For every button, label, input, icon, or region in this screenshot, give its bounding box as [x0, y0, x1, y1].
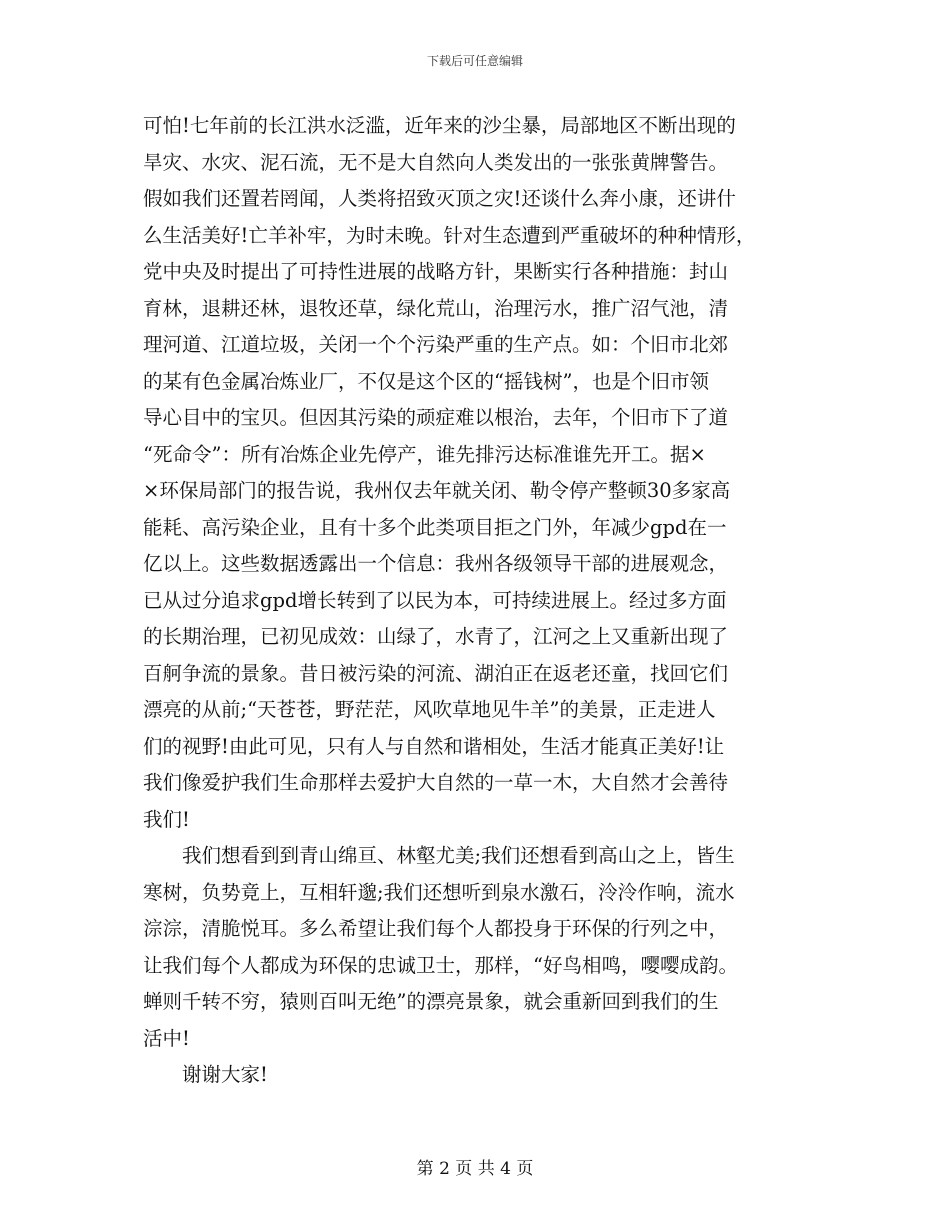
text-line: 能耗、高污染企业，且有十多个此类项目拒之门外，年减少gpd在一 [143, 515, 727, 539]
text-line: ×环保局部门的报告说，我州仅去年就关闭、勒令停产整顿30多家高 [143, 479, 731, 502]
text-line: 可怕!七年前的长江洪水泛滥，近年来的沙尘暴，局部地区不断出现的 [143, 114, 736, 137]
text-line: 导心目中的宝贝。但因其污染的顽症难以根治，去年，个旧市下了道 [143, 406, 729, 429]
text-line: 的长期治理，已初见成效：山绿了，水青了，江河之上又重新出现了 [143, 625, 729, 648]
page-footer: 第 2 页 共 4 页 [416, 1159, 534, 1179]
text-line: 假如我们还置若罔闻，人类将招致灭顶之灾!还谈什么奔小康，还讲什 [143, 187, 736, 210]
text-line: 蝉则千转不穷，猿则百叫无绝”的漂亮景象，就会重新回到我们的生 [143, 990, 719, 1013]
text-line: 亿以上。这些数据透露出一个信息：我州各级领导干部的进展观念， [143, 552, 729, 575]
text-line: 让我们每个人都成为环保的忠诚卫士，那样，“好鸟相鸣，嘤嘤成韵。 [143, 953, 738, 977]
text-line: 百舸争流的景象。昔日被污染的河流、湖泊正在返老还童，找回它们 [143, 661, 729, 685]
text-line: 们的视野!由此可见，只有人与自然和谐相处，生活才能真正美好!让 [143, 734, 725, 758]
text-line: 旱灾、水灾、泥石流，无不是大自然向人类发出的一张张黄牌警告。 [143, 150, 729, 174]
text-line: 淙淙，清脆悦耳。多么希望让我们每个人都投身于环保的行列之中， [143, 917, 729, 940]
text-line: 育林，退耕还林，退牧还草，绿化荒山，治理污水，推广沼气池，清 [143, 296, 729, 320]
text-line: 我们! [143, 807, 190, 831]
text-line: “死命令”：所有冶炼企业先停产，谁先排污达标准谁先开工。据× [143, 442, 706, 466]
text-line: 活中! [143, 1026, 190, 1050]
text-line: 理河道、江道垃圾，关闭一个个污染严重的生产点。如：个旧市北郊 [143, 333, 729, 356]
text-line: 我们想看到到青山绵亘、林壑尤美;我们还想看到高山之上，皆生 [143, 844, 735, 867]
text-line: 我们像爱护我们生命那样去爱护大自然的一草一木，大自然才会善待 [143, 771, 729, 794]
text-line: 谢谢大家! [143, 1063, 268, 1086]
text-line: 已从过分追求gpd增长转到了以民为本，可持续进展上。经过多方面 [143, 588, 727, 612]
text-line: 漂亮的从前;“天苍苍，野茫茫，风吹草地见牛羊”的美景，正走进人 [143, 698, 716, 721]
text-line: 党中央及时提出了可持性进展的战略方针，果断实行各种措施：封山 [143, 260, 729, 283]
text-line: 寒树，负势竟上，互相轩邈;我们还想听到泉水激石，泠泠作响，流水 [143, 880, 735, 904]
text-line: 的某有色金属冶炼业厂，不仅是这个区的“摇钱树”，也是个旧市领 [143, 369, 709, 393]
body-text [143, 108, 815, 1094]
page-header: 下载后可任意编辑 [426, 54, 523, 68]
text-line: 么生活美好!亡羊补牢，为时未晚。针对生态遭到严重破坏的种种情形， [143, 223, 756, 247]
